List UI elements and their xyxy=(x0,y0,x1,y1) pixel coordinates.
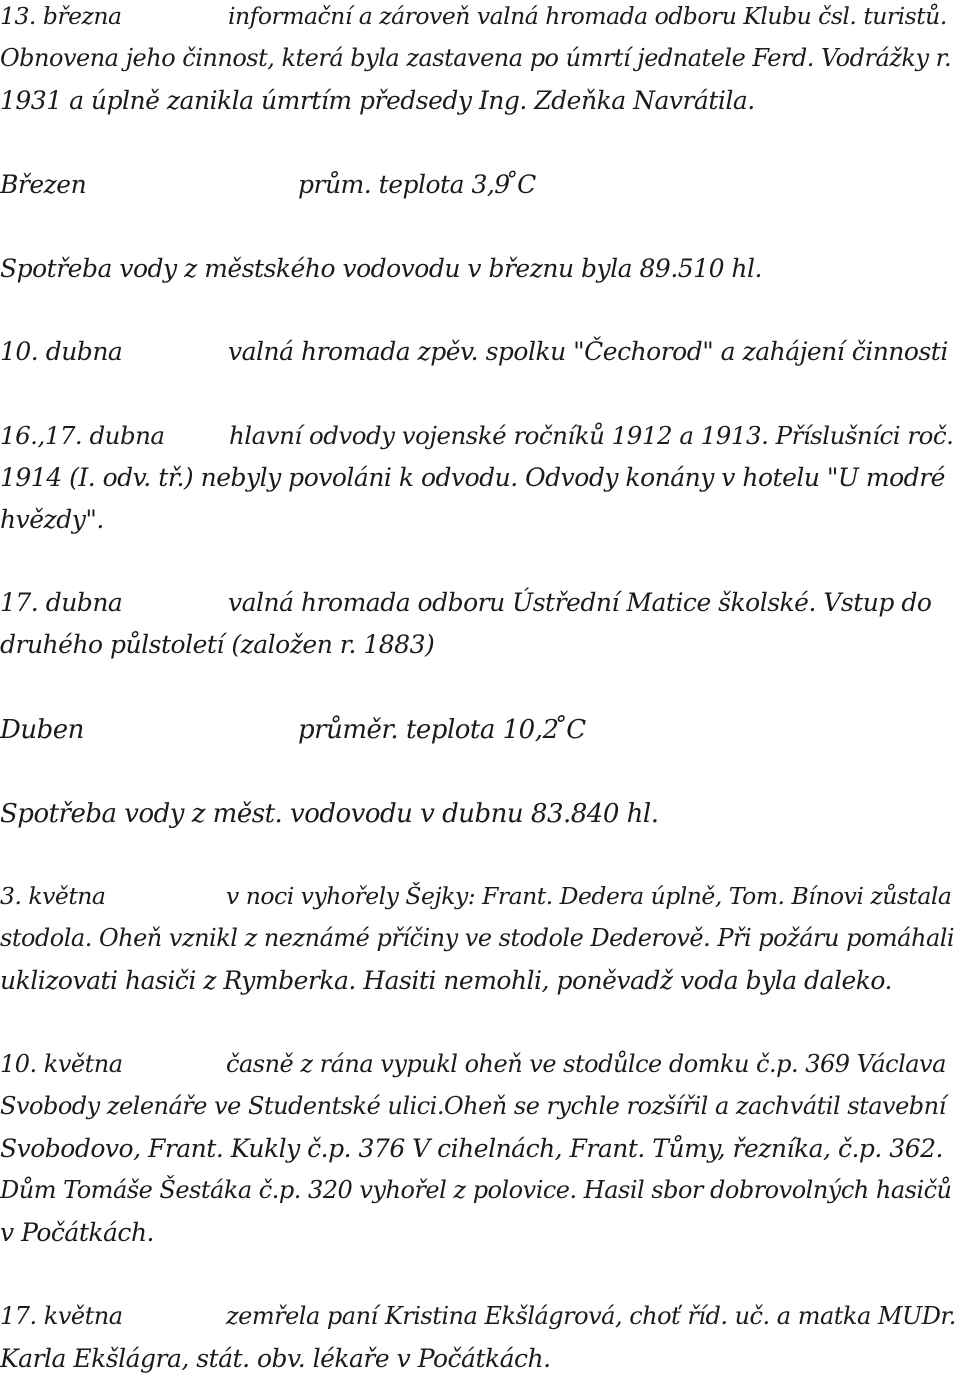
entry-date: 17. května xyxy=(0,1302,123,1330)
entry-line xyxy=(0,170,536,199)
entry-line xyxy=(0,1302,956,1330)
entry-line xyxy=(0,337,948,366)
entry-line: Obnovena jeho činnost, která byla zastavena po úmrtí jednatele Ferd. Vodrážky r. xyxy=(0,44,952,72)
entry-date: 13. března xyxy=(0,2,122,30)
entry-line xyxy=(0,882,951,910)
entry-text: v noci vyhořely Šejky: Frant. Dedera úplně, Tom. Bínovi zůstala xyxy=(226,882,952,910)
entry-line: Svobody zelenáře ve Studentské ulici.Oheň se rychle rozšířil a zachvátil stavební xyxy=(0,1092,946,1120)
entry-date: 10. dubna xyxy=(0,337,123,366)
entry-line xyxy=(0,421,953,450)
entry-text: valná hromada odboru Ústřední Matice školské. Vstup do xyxy=(228,588,932,617)
entry-date: 10. května xyxy=(0,1050,123,1078)
month-label: Březen xyxy=(0,170,87,199)
entry-line: Spotřeba vody z městského vodovodu v březnu byla 89.510 hl. xyxy=(0,254,762,283)
entry-text: zemřela paní Kristina Ekšlágrová, choť říd. uč. a matka MUDr. xyxy=(226,1302,956,1330)
entry-date: 17. dubna xyxy=(0,588,123,617)
entry-date: 3. května xyxy=(0,882,106,910)
entry-line: uklizovati hasiči z Rymberka. Hasiti nemohli, poněvadž voda byla daleko. xyxy=(0,966,892,995)
entry-line xyxy=(0,1050,946,1078)
entry-line: Svobodovo, Frant. Kukly č.p. 376 V cihelnách, Frant. Tůmy, řezníka, č.p. 362. xyxy=(0,1134,943,1163)
month-label: Duben xyxy=(0,715,84,745)
entry-text: informační a zároveň valná hromada odboru Klubu čsl. turistů. xyxy=(228,2,947,30)
entry-line: hvězdy". xyxy=(0,505,104,534)
entry-line: druhého půlstoletí (založen r. 1883) xyxy=(0,630,435,659)
entry-text: časně z rána vypukl oheň ve stodůlce domku č.p. 369 Václava xyxy=(226,1050,946,1078)
entry-line: 1931 a úplně zanikla úmrtím předsedy Ing. Zdeňka Navrátila. xyxy=(0,86,755,115)
entry-line: v Počátkách. xyxy=(0,1218,154,1247)
entry-line: Spotřeba vody z měst. vodovodu v dubnu 83.840 hl. xyxy=(0,799,659,829)
entry-date: 16.,17. dubna xyxy=(0,421,165,450)
entry-line xyxy=(0,588,931,617)
entry-line: 1914 (I. odv. tř.) nebyly povoláni k odvodu. Odvody konány v hotelu "U modré xyxy=(0,463,945,492)
entry-line: stodola. Oheň vznikl z neznámé příčiny ve stodole Dederově. Při požáru pomáhali xyxy=(0,924,955,952)
entry-text: valná hromada zpěv. spolku "Čechorod" a zahájení činnosti xyxy=(228,337,948,366)
entry-text: hlavní odvody vojenské ročníků 1912 a 1913. Příslušníci roč. xyxy=(229,421,954,450)
entry-line xyxy=(0,715,586,745)
entry-line xyxy=(0,2,947,30)
entry-line: Karla Ekšlágra, stát. obv. lékaře v Počátkách. xyxy=(0,1344,551,1373)
month-stats: prům. teplota 3,9 ̊C xyxy=(298,170,536,199)
month-stats: průměr. teplota 10,2 ̊C xyxy=(298,715,586,745)
entry-line: Dům Tomáše Šestáka č.p. 320 vyhořel z polovice. Hasil sbor dobrovolných hasičů xyxy=(0,1176,952,1204)
